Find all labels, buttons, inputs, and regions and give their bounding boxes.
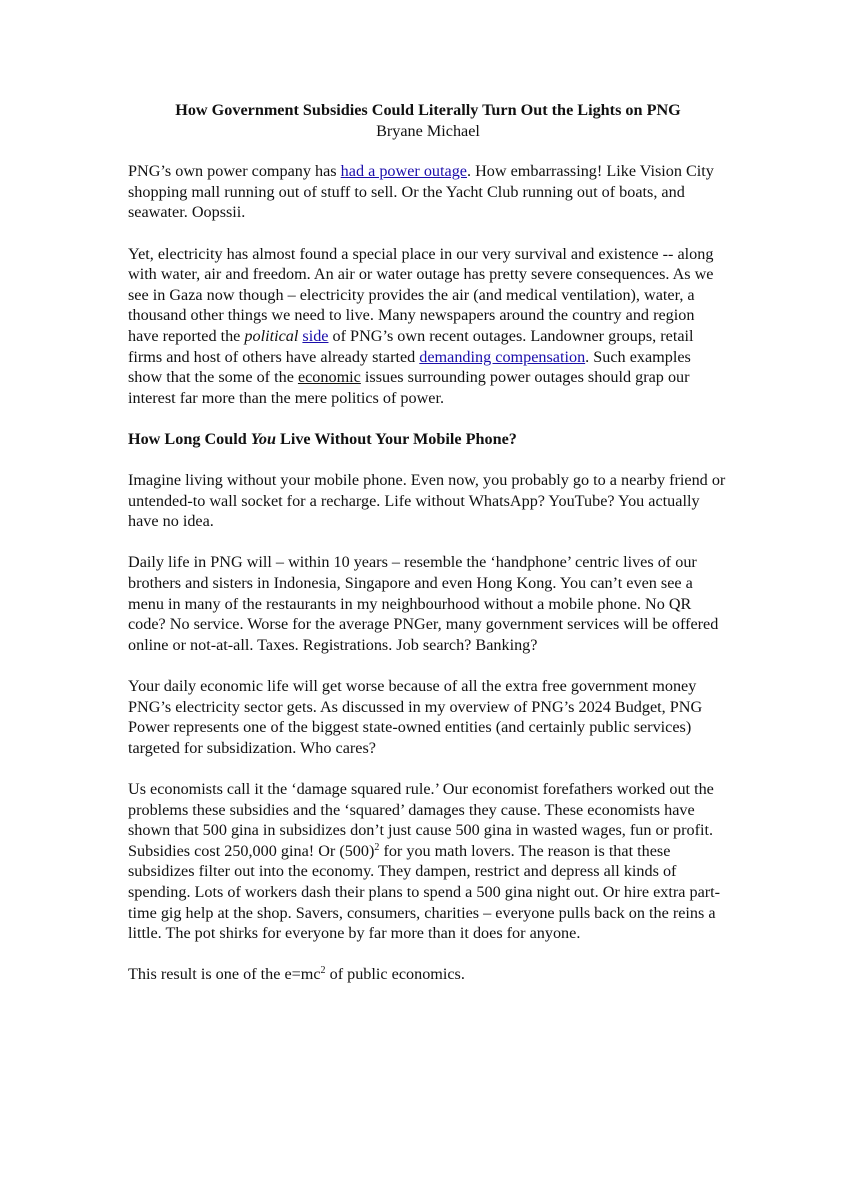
paragraph-2-text-5: issues surrounding power outages should grap our interest far more than the mere politics of power. — [128, 368, 690, 407]
side-link[interactable]: side — [302, 326, 329, 345]
title-block — [128, 100, 728, 141]
author-name: Bryane Michael — [376, 121, 480, 140]
heading-emphasis-you: You — [250, 429, 276, 448]
paragraph-6-text-2: for you math lovers. The reason is that these subsidizes filter out into the economy. They dampen, restrict and depress all kinds of spending. Lots of workers dash their plans to spend a 500 gina night out. Or hire extra part-time gig help at the shop. Savers, consumers, charities – everyone pulls back on the reins a little. The pot shirks for everyone by far more than it does for anyone. — [128, 841, 721, 943]
paragraph-7-text-2: of public economics. — [325, 965, 465, 984]
superscript-squared: 2 — [374, 841, 380, 853]
paragraph-2-text-1: Yet, electricity has almost found a special place in our very survival and existence -- along with water, air and freedom. An air or water outage has pretty severe consequences. As we see in Gaza now though – electricity provides the air (and medical ventilation), water, a thousand other things we need to live. Many newspapers around the country and region have reported the — [128, 244, 714, 345]
paragraph-6-text-1: Us economists call it the ‘damage squared rule.’ Our economist forefathers worked out the problems these subsidies and the ‘squared’ damages they cause. These economists have shown that 500 gina in subsidizes don’t just cause 500 gina in wasted wages, fun or profit. Subsidies cost 250,000 gina! Or (500) — [128, 780, 714, 860]
paragraph-5: Your daily economic life will get worse because of all the extra free government money PNG’s electricity sector gets. As discussed in my overview of PNG’s 2024 Budget, PNG Power represents one of the biggest state-owned entities (and certainly public services) targeted for subsidization. Who cares? — [128, 677, 703, 757]
paragraph-7-text-1: This result is one of the e=mc — [128, 965, 321, 984]
paragraph-1-text-2: . How embarrassing! Like Vision City shopping mall running out of stuff to sell. Or the Yacht Club running out of boats, and seawater. Oopssii. — [128, 162, 714, 222]
power-outage-link[interactable]: had a power outage — [340, 162, 467, 181]
paragraph-6 — [128, 779, 728, 944]
paragraph-2 — [128, 244, 728, 409]
paragraph-1-text-1: PNG’s own power company has — [128, 162, 341, 181]
document-page — [128, 100, 728, 1006]
paragraph-2-text-3: of PNG’s own recent outages. Landowner groups, retail firms and host of others have already started — [128, 326, 694, 366]
superscript-squared-emc: 2 — [320, 965, 326, 977]
economic-underlined: economic — [297, 368, 361, 387]
heading-text-2: Live Without Your Mobile Phone? — [276, 429, 517, 448]
paragraph-3: Imagine living without your mobile phone. Even now, you probably go to a nearby friend or untended-to wall socket for a recharge. Life without WhatsApp? YouTube? You actually have no idea. — [128, 471, 726, 531]
political-emphasis: political — [244, 326, 299, 345]
paragraph-7 — [128, 964, 728, 985]
demanding-compensation-link[interactable]: demanding compensation — [419, 347, 586, 366]
section-heading-mobile-phone — [128, 429, 728, 450]
paragraph-4: Daily life in PNG will – within 10 years – resemble the ‘handphone’ centric lives of our brothers and sisters in Indonesia, Singapore and even Hong Kong. You can’t even see a menu in many of the restaurants in my neighbourhood without a mobile phone. No QR code? No service. Worse for the average PNGer, many government services will be offered online or not-at-all. Taxes. Registrations. Job search? Banking? — [128, 553, 719, 654]
document-title: How Government Subsidies Could Literally Turn Out the Lights on PNG — [175, 101, 681, 119]
paragraph-2-text-4: . Such examples show that the some of the — [128, 347, 691, 387]
paragraph-1 — [128, 161, 728, 223]
heading-text-1: How Long Could — [128, 429, 251, 448]
